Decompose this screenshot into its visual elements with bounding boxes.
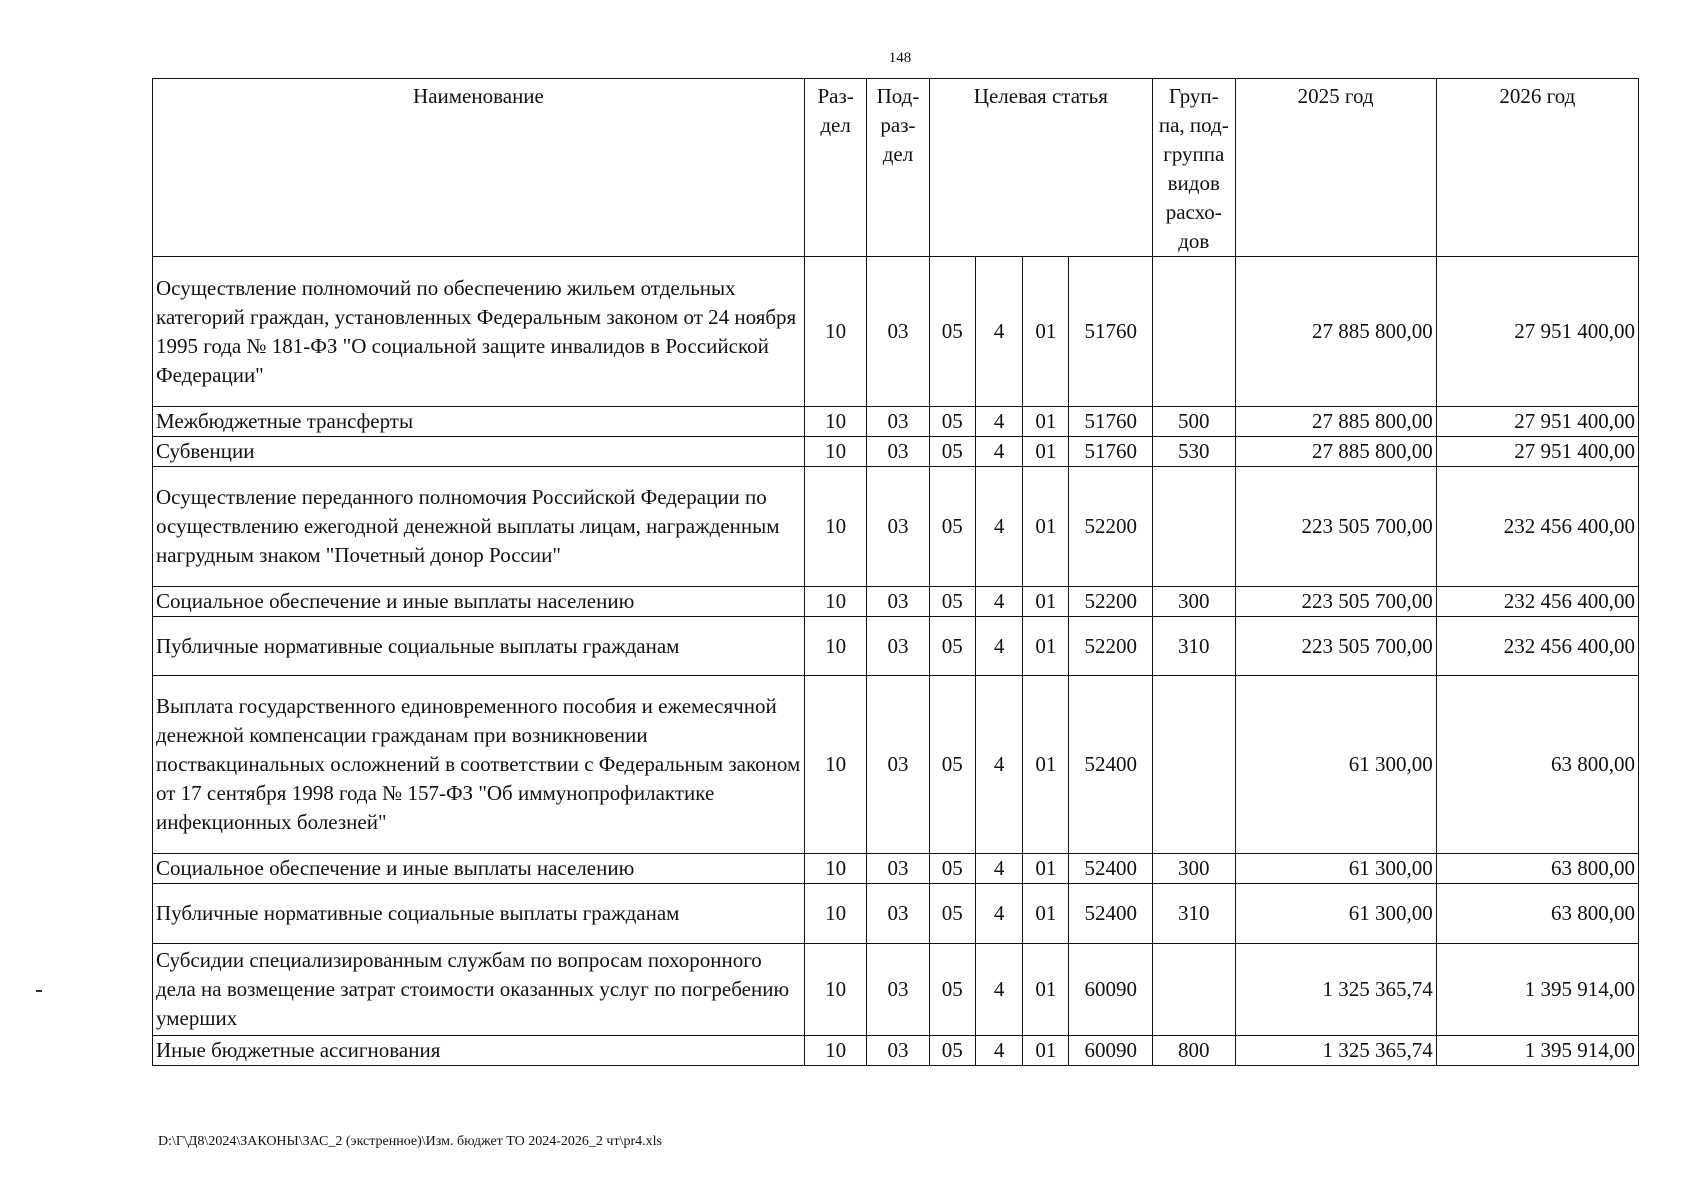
row-target-part2: 4 [975, 854, 1022, 884]
row-amount-2026: 27 951 400,00 [1436, 407, 1638, 437]
row-amount-2026: 27 951 400,00 [1436, 437, 1638, 467]
header-target-article: Целевая статья [929, 79, 1152, 257]
row-podrazdel: 03 [867, 944, 929, 1036]
row-expense-group: 500 [1153, 407, 1235, 437]
table-row [153, 884, 1639, 944]
row-podrazdel: 03 [867, 257, 929, 407]
row-name: Иные бюджетные ассигнования [153, 1036, 805, 1066]
row-razdel: 10 [804, 257, 866, 407]
row-amount-2026: 232 456 400,00 [1436, 617, 1638, 676]
row-target-part3: 01 [1023, 437, 1069, 467]
row-amount-2026: 1 395 914,00 [1436, 1036, 1638, 1066]
row-target-part2: 4 [975, 587, 1022, 617]
table-row [153, 676, 1639, 854]
table-row [153, 407, 1639, 437]
row-expense-group: 300 [1153, 587, 1235, 617]
row-expense-group: 530 [1153, 437, 1235, 467]
table-row [153, 854, 1639, 884]
header-razdel: Раз- дел [804, 79, 866, 257]
row-expense-group: 310 [1153, 617, 1235, 676]
row-podrazdel: 03 [867, 854, 929, 884]
row-podrazdel: 03 [867, 407, 929, 437]
row-name: Субсидии специализированным службам по вопросам похоронного дела на возмещение затрат стоимости оказанных услуг по погребению умерших [153, 944, 805, 1036]
row-expense-group: 300 [1153, 854, 1235, 884]
row-target-part1: 05 [929, 854, 975, 884]
header-podrazdel: Под- раз- дел [867, 79, 929, 257]
row-target-part4: 52200 [1069, 587, 1153, 617]
table-row [153, 944, 1639, 1036]
row-target-part2: 4 [975, 437, 1022, 467]
row-target-part1: 05 [929, 467, 975, 587]
row-target-part4: 52400 [1069, 884, 1153, 944]
row-amount-2025: 27 885 800,00 [1235, 407, 1436, 437]
row-razdel: 10 [804, 884, 866, 944]
row-expense-group: 310 [1153, 884, 1235, 944]
row-expense-group [1153, 676, 1235, 854]
row-podrazdel: 03 [867, 884, 929, 944]
row-name: Межбюджетные трансферты [153, 407, 805, 437]
row-razdel: 10 [804, 944, 866, 1036]
row-amount-2025: 1 325 365,74 [1235, 1036, 1436, 1066]
row-amount-2025: 223 505 700,00 [1235, 587, 1436, 617]
row-target-part2: 4 [975, 1036, 1022, 1066]
row-amount-2026: 232 456 400,00 [1436, 587, 1638, 617]
header-expense-group: Груп- па, под- группа видов расхо- дов [1153, 79, 1235, 257]
table-row [153, 1036, 1639, 1066]
row-expense-group: 800 [1153, 1036, 1235, 1066]
table-header-row [153, 79, 1639, 257]
row-target-part4: 51760 [1069, 437, 1153, 467]
row-target-part4: 51760 [1069, 257, 1153, 407]
row-target-part1: 05 [929, 944, 975, 1036]
row-razdel: 10 [804, 1036, 866, 1066]
row-amount-2025: 223 505 700,00 [1235, 467, 1436, 587]
row-target-part2: 4 [975, 407, 1022, 437]
row-target-part3: 01 [1023, 884, 1069, 944]
row-target-part3: 01 [1023, 1036, 1069, 1066]
row-target-part3: 01 [1023, 407, 1069, 437]
row-target-part2: 4 [975, 467, 1022, 587]
row-target-part4: 52400 [1069, 676, 1153, 854]
row-amount-2025: 223 505 700,00 [1235, 617, 1436, 676]
row-name: Осуществление переданного полномочия Российской Федерации по осуществлению ежегодной денежной выплаты лицам, награжденным нагрудным знаком "Почетный донор России" [153, 467, 805, 587]
row-name: Социальное обеспечение и иные выплаты населению [153, 854, 805, 884]
row-target-part1: 05 [929, 617, 975, 676]
row-name: Субвенции [153, 437, 805, 467]
row-target-part3: 01 [1023, 257, 1069, 407]
table-row [153, 467, 1639, 587]
row-target-part2: 4 [975, 944, 1022, 1036]
header-year-2025: 2025 год [1235, 79, 1436, 257]
row-target-part2: 4 [975, 617, 1022, 676]
header-name: Наименование [153, 79, 805, 257]
row-target-part4: 52200 [1069, 467, 1153, 587]
row-target-part4: 52200 [1069, 617, 1153, 676]
row-podrazdel: 03 [867, 676, 929, 854]
row-target-part4: 52400 [1069, 854, 1153, 884]
row-amount-2025: 61 300,00 [1235, 676, 1436, 854]
row-target-part3: 01 [1023, 617, 1069, 676]
row-target-part4: 51760 [1069, 407, 1153, 437]
row-target-part1: 05 [929, 884, 975, 944]
table-row [153, 587, 1639, 617]
table-row [153, 617, 1639, 676]
budget-table [152, 78, 1639, 1066]
row-amount-2025: 1 325 365,74 [1235, 944, 1436, 1036]
row-amount-2025: 61 300,00 [1235, 884, 1436, 944]
row-target-part1: 05 [929, 437, 975, 467]
row-target-part1: 05 [929, 407, 975, 437]
footer-file-path: D:\Г\Д8\2024\ЗАКОНЫ\ЗАС_2 (экстренное)\Изм. бюджет ТО 2024-2026_2 чт\pr4.xls [158, 1134, 662, 1149]
row-name: Публичные нормативные социальные выплаты гражданам [153, 617, 805, 676]
row-amount-2026: 1 395 914,00 [1436, 944, 1638, 1036]
row-razdel: 10 [804, 676, 866, 854]
row-expense-group [1153, 257, 1235, 407]
table-row [153, 257, 1639, 407]
row-target-part3: 01 [1023, 587, 1069, 617]
row-podrazdel: 03 [867, 587, 929, 617]
row-amount-2025: 27 885 800,00 [1235, 437, 1436, 467]
header-year-2026: 2026 год [1436, 79, 1638, 257]
row-amount-2026: 63 800,00 [1436, 854, 1638, 884]
row-podrazdel: 03 [867, 437, 929, 467]
row-razdel: 10 [804, 437, 866, 467]
row-target-part4: 60090 [1069, 1036, 1153, 1066]
row-razdel: 10 [804, 407, 866, 437]
row-target-part2: 4 [975, 884, 1022, 944]
row-expense-group [1153, 467, 1235, 587]
row-target-part3: 01 [1023, 467, 1069, 587]
row-target-part1: 05 [929, 1036, 975, 1066]
row-podrazdel: 03 [867, 617, 929, 676]
row-name: Выплата государственного единовременного пособия и ежемесячной денежной компенсации гражданам при возникновении поствакцинальных осложнений в соответствии с Федеральным законом от 17 сентября 1998 года № 157-ФЗ "Об иммунопрофилактике инфекционных болезней" [153, 676, 805, 854]
row-target-part3: 01 [1023, 854, 1069, 884]
row-razdel: 10 [804, 617, 866, 676]
row-expense-group [1153, 944, 1235, 1036]
row-name: Публичные нормативные социальные выплаты гражданам [153, 884, 805, 944]
row-target-part2: 4 [975, 676, 1022, 854]
row-target-part1: 05 [929, 676, 975, 854]
margin-dash-mark [36, 990, 42, 992]
row-razdel: 10 [804, 587, 866, 617]
row-amount-2025: 61 300,00 [1235, 854, 1436, 884]
row-razdel: 10 [804, 854, 866, 884]
row-amount-2026: 27 951 400,00 [1436, 257, 1638, 407]
row-target-part4: 60090 [1069, 944, 1153, 1036]
row-name: Социальное обеспечение и иные выплаты населению [153, 587, 805, 617]
row-amount-2025: 27 885 800,00 [1235, 257, 1436, 407]
row-podrazdel: 03 [867, 467, 929, 587]
row-target-part1: 05 [929, 257, 975, 407]
row-name: Осуществление полномочий по обеспечению жильем отдельных категорий граждан, установленных Федеральным законом от 24 ноября 1995 года № 181-ФЗ "О социальной защите инвалидов в Российской Федерации" [153, 257, 805, 407]
page-number: 148 [888, 50, 912, 66]
row-target-part2: 4 [975, 257, 1022, 407]
row-amount-2026: 63 800,00 [1436, 884, 1638, 944]
row-razdel: 10 [804, 467, 866, 587]
row-target-part3: 01 [1023, 944, 1069, 1036]
row-amount-2026: 63 800,00 [1436, 676, 1638, 854]
row-target-part3: 01 [1023, 676, 1069, 854]
row-amount-2026: 232 456 400,00 [1436, 467, 1638, 587]
row-podrazdel: 03 [867, 1036, 929, 1066]
row-target-part1: 05 [929, 587, 975, 617]
table-row [153, 437, 1639, 467]
